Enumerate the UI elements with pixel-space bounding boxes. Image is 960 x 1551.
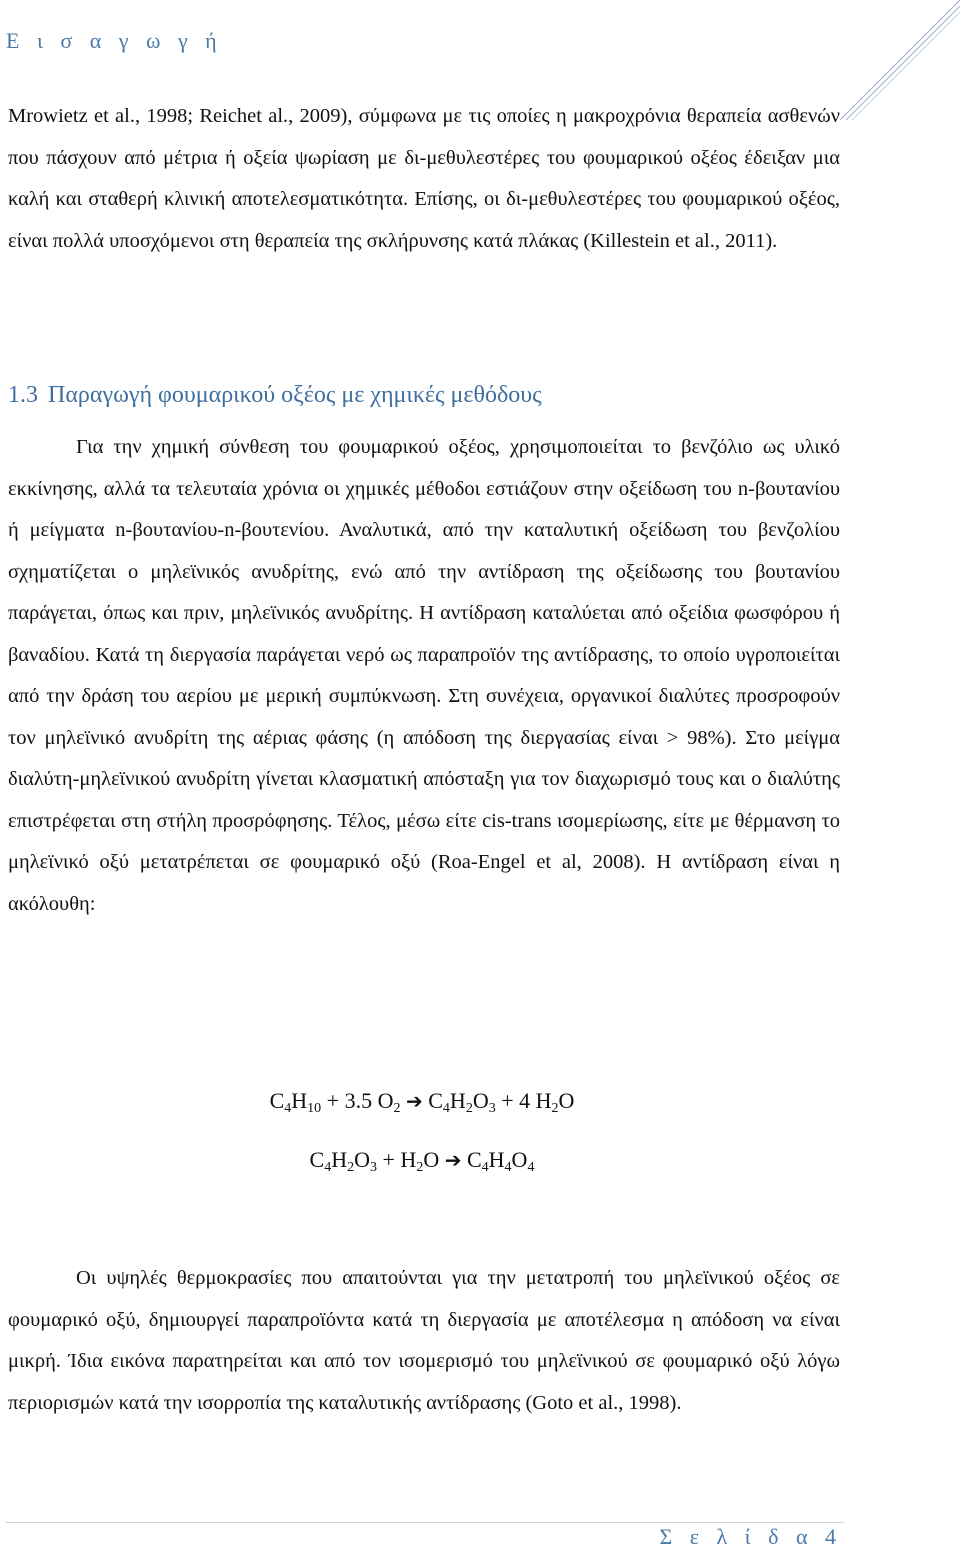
reaction-arrow-icon: ➔ (405, 1089, 423, 1113)
reaction-arrow-icon: ➔ (444, 1148, 462, 1172)
footer-divider (6, 1522, 844, 1523)
paragraph-intro: Mrowietz et al., 1998; Reichet al., 2009), σύμφωνα με τις οποίες η μακροχρόνια θεραπεία ασθενών που πάσχουν από μέτρια ή οξεία ψωρίαση με δι-μεθυλεστέρες του φουμαρικού οξέος έδειξαν μια καλή και σταθερή κλινική αποτελεσματικότητα. Επίσης, οι δι-μεθυλεστέρες του φουμαρικού οξέος, είναι πολλά υποσχόμενοι στη θεραπεία της σκλήρυνσης κατά πλάκας (Killestein et al., 2011). (8, 105, 840, 252)
equation-hydration: $C_4H_2O_3 + H_2O$ ➔ $C_4H_4O_4$ (309, 1147, 535, 1175)
page-number: Σ ε λ ί δ α 4 (659, 1524, 842, 1549)
equation-oxidation: $C_4H_{10} + 3.5$ $O_2$ ➔ $C_4H_2O_3 + 4$ $H_2O$ (269, 1088, 575, 1116)
section-number: 1.3 (8, 382, 38, 408)
page-header-title: Ε ι σ α γ ω γ ή (6, 28, 223, 53)
section-title: Παραγωγή φουμαρικού οξέος με χημικές μεθόδους (48, 382, 542, 408)
paragraph-conclusion: Οι υψηλές θερμοκρασίες που απαιτούνται για την μετατροπή του μηλεϊνικού οξέος σε φουμαρικό οξύ, δημιουργεί παραπροϊόντα κατά τη διεργασία με αποτέλεσμα η απόδοση να είναι μικρή. Ίδια εικόνα παρατηρείται και από τον ισομερισμό του μηλεϊνικού σε φουμαρικό οξύ λόγω περιορισμών κατά την ισορροπία της καταλυτικής αντίδρασης (Goto et al., 1998). (8, 1267, 840, 1414)
section-heading (8, 382, 542, 409)
paragraph-synthesis: Για την χημική σύνθεση του φουμαρικού οξέος, χρησιμοποιείται το βενζόλιο ως υλικό εκκίνησης, αλλά τα τελευταία χρόνια οι χημικές μέθοδοι εστιάζουν στην οξείδωση του n-βουτανίου ή μείγματα n-βουτανίου-n-βουτενίου. Αναλυτικά, από την καταλυτική οξείδωση του βενζολίου σχηματίζεται ο μηλεϊνικός ανυδρίτης, ενώ από την αντίδραση της οξείδωσης του βουτανίου παράγεται, όπως και πριν, μηλεϊνικός ανυδρίτης. Η αντίδραση καταλύεται από οξείδια φωσφόρου ή βαναδίου. Κατά τη διεργασία παράγεται νερό ως παραπροϊόν της αντίδρασης, το οποίο υγροποιείται από την δράση του αερίου με μερική συμπύκνωση. Στη συνέχεια, οργανικοί διαλύτες προσροφούν τον μηλεϊνικό ανυδρίτη της αέριας φάσης (η απόδοση της διεργασίας είναι > 98%). Στο μείγμα διαλύτη-μηλεϊνικού ανυδρίτη γίνεται κλασματική απόσταξη για τον διαχωρισμό τους και ο διαλύτης επιστρέφεται στη στήλη προσρόφησης. Τέλος, μέσω είτε cis-trans ισομερίωσης, είτε με θέρμανση το μηλεϊνικό οξύ μετατρέπεται σε φουμαρικό οξύ (Roa-Engel et al, 2008). Η αντίδραση είναι η ακόλουθη: (8, 436, 840, 915)
corner-decoration (840, 0, 960, 120)
